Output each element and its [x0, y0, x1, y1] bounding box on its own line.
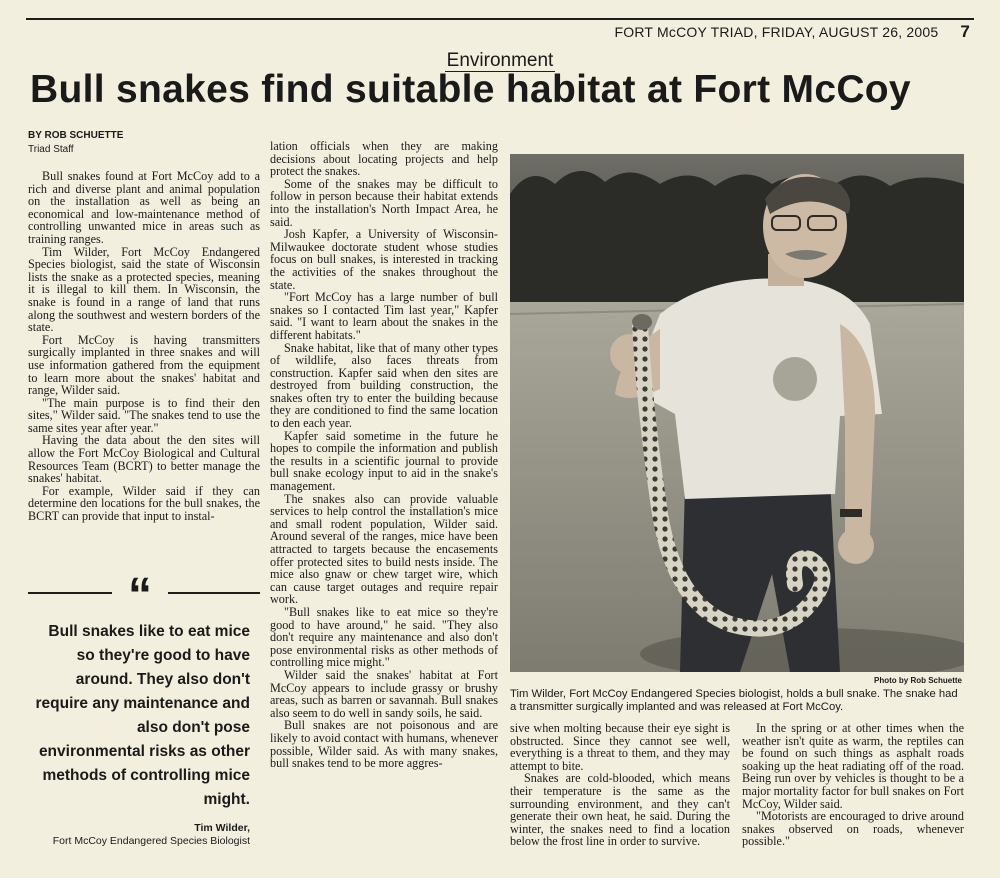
paragraph: "Fort McCoy has a large number of bull snakes so I contacted Tim last year," Kapfer said. "I want to learn about the snakes in the different habitats."	[270, 290, 498, 342]
pullquote-text: Bull snakes like to eat mice so they're good to have around. They also don't require any maintenance and also don't pose environmental risks as other methods of controlling mice might.	[35, 623, 250, 808]
paragraph: "Motorists are encouraged to drive around snakes observed on roads, whenever possible."	[742, 809, 964, 849]
masthead-text: FORT McCOY TRIAD, FRIDAY, AUGUST 26, 2005	[614, 24, 939, 40]
paragraph: sive when molting because their eye sight is obstructed. Since they cannot see well, everything is a threat to them, and they may attempt to bite.	[510, 722, 730, 773]
masthead	[615, 22, 970, 42]
paragraph: lation officials when they are making decisions about locating projects and help protect the snakes.	[270, 140, 498, 179]
paragraph: Snakes are cold-blooded, which means their temperature is the same as the surrounding environment, and they can't generate their own heat, he said. During the winter, the snakes need to find a location below the frost line in order to survive.	[510, 771, 730, 849]
article-column-2	[270, 140, 498, 862]
article-column-3	[510, 722, 730, 862]
paragraph: Tim Wilder, Fort McCoy Endangered Species biologist, said the state of Wisconsin lists the snake as a protected species, meaning it is illegal to kill them. In Wisconsin, the snake is found in a range of land that runs along the southwest and western borders of the state.	[28, 244, 260, 335]
paragraph: Josh Kapfer, a University of Wisconsin-Milwaukee doctorate student whose studies focus on bull snakes, is interested in tracking the activities of the snakes throughout the state.	[270, 227, 498, 292]
quote-mark-icon: “	[112, 572, 168, 620]
paragraph: Bull snakes are not poisonous and are likely to avoid contact with humans, whenever possible, Wilder said. As with many snakes, bull snakes tend to be more aggres-	[270, 718, 498, 771]
paragraph: Snake habitat, like that of many other types of wildlife, also faces threats from construction. Kapfer said when den sites are destroyed from building construction, the snakes often try to enter the building because they are conditioned to find the same location to den each year.	[270, 340, 498, 431]
article-column-4	[742, 722, 964, 862]
article-column-1	[28, 170, 260, 582]
page-number: 7	[960, 22, 970, 41]
paragraph: Kapfer said sometime in the future he hopes to compile the information and publish the results in a scientific journal to provide bull snake ecology input to aid in the snake's management.	[270, 428, 498, 494]
paragraph: The snakes also can provide valuable services to help control the installation's mice and small rodent population, Wilder said. Around several of the ranges, mice have been attracted to targets because the encasements offer protected sites to build nests inside. The mice also gnaw or chew target wire, which can cause target outages and require repair work.	[270, 491, 498, 607]
paragraph: "The main purpose is to find their den sites," Wilder said. "The snakes tend to use the same sites year after year."	[28, 395, 260, 435]
byline-staff: Triad Staff	[28, 144, 74, 155]
paragraph: For example, Wilder said if they can determine den locations for the bull snakes, the BCRT can provide that input to instal-	[28, 483, 260, 524]
paragraph: In the spring or at other times when the weather isn't quite as warm, the reptiles can be found on such things as asphalt roads soaking up the heat radiating off of the road. Being run over by vehicles is thought to be a major mortality factor for bull snakes on Fort McCoy, Wilder said.	[742, 722, 964, 811]
masthead-rule	[26, 18, 974, 20]
paragraph: Having the data about the den sites will allow the Fort McCoy Biological and Cultural Resources Team (BCRT) to better manage the snakes' habitat.	[28, 433, 260, 486]
section-title: Environment	[446, 50, 554, 71]
byline: BY ROB SCHUETTE	[28, 130, 124, 141]
paragraph: Bull snakes found at Fort McCoy add to a rich and diverse plant and animal population on the installation as well as being an economical and low-maintenance method of controlling unwanted mice in areas such as training ranges.	[28, 170, 260, 246]
paragraph: "Bull snakes like to eat mice so they're good to have around," he said. "They also don't require any maintenance and also don't pose environmental risks as other methods of controlling mice might."	[270, 604, 498, 670]
paragraph: Fort McCoy is having transmitters surgically implanted in three snakes and will use information gathered from the equipment to learn more about the snakes' habitat and range, Wilder said.	[28, 332, 260, 398]
photo-caption: Tim Wilder, Fort McCoy Endangered Species biologist, holds a bull snake. The snake had a transmitter surgically implanted and was released at Fort McCoy.	[510, 688, 958, 713]
photo	[510, 154, 964, 672]
headline: Bull snakes find suitable habitat at Fort McCoy	[30, 68, 911, 111]
photo-credit: Photo by Rob Schuette	[874, 676, 962, 685]
paragraph: Wilder said the snakes' habitat at Fort McCoy appears to include grassy or brushy areas, such as barren or savannah. Bull snakes also seem to do well in sandy soils, he said.	[270, 667, 498, 720]
pullquote-name: Tim Wilder,	[194, 822, 250, 834]
pullquote-title: Fort McCoy Endangered Species Biologist	[52, 835, 250, 847]
photo-illustration	[510, 154, 964, 672]
paragraph: Some of the snakes may be difficult to follow in person because their habitat extends into the installation's North Impact Area, he said.	[270, 176, 498, 229]
